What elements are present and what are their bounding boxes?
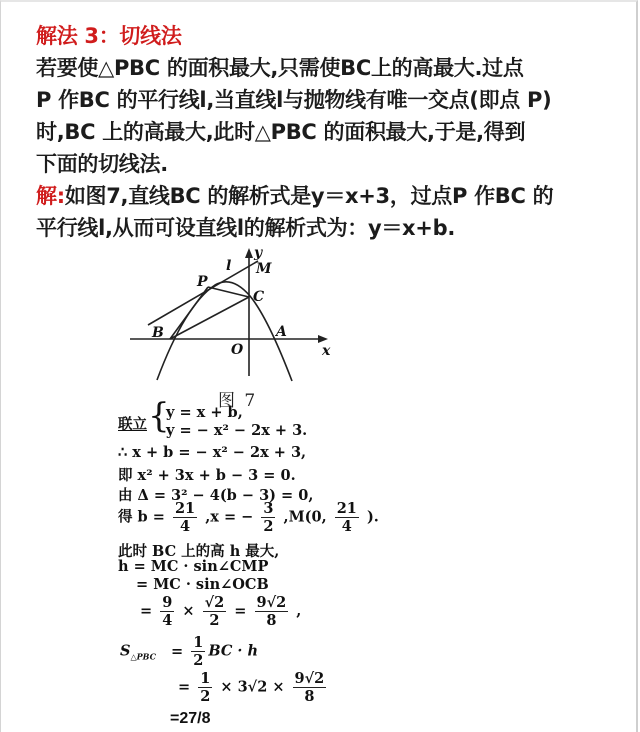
math-line-10	[140, 594, 301, 629]
label-x: x	[322, 343, 331, 359]
label-C: C	[253, 289, 265, 305]
math-line-12	[178, 670, 329, 705]
paragraph-line-3: 时,BC 上的高最大,此时△PBC 的面积最大,于是,得到	[36, 120, 526, 144]
math-line-8: h = MC · sin∠CMP	[118, 558, 269, 575]
left-brace-icon: {	[148, 396, 170, 436]
math-line-9: = MC · sin∠OCB	[136, 576, 269, 593]
parabola	[157, 282, 292, 381]
x-axis-arrow-icon	[318, 335, 328, 343]
times-3sqrt2: × 3√2 ×	[220, 678, 285, 696]
equals-3: =	[171, 642, 184, 660]
segment-pb	[170, 287, 208, 339]
label-O: O	[231, 342, 244, 358]
equals-2: =	[234, 602, 247, 620]
label-M: M	[256, 261, 272, 277]
fraction-9sqrt2-8-b: $\frac{9√2}{8}$	[294, 670, 325, 705]
math-line-6	[118, 500, 379, 535]
bc-times-h: BC · h	[208, 642, 259, 660]
area-subscript: △PBC	[130, 651, 156, 662]
equals: =	[140, 602, 153, 620]
math-line-4: 即 x² + 3x + b − 3 = 0.	[118, 467, 296, 484]
paragraph-line-1: 若要使△PBC 的面积最大,只需使BC上的高最大.过点	[36, 56, 524, 80]
fraction-x: $\frac{3}{2}$	[263, 500, 274, 535]
fraction-sqrt2-2: $\frac{√2}{2}$	[204, 594, 225, 629]
label-l: l	[226, 258, 232, 274]
paragraph-line-2: P 作BC 的平行线l,当直线l与抛物线有唯一交点(即点 P)	[36, 88, 552, 112]
label-y: y	[254, 245, 263, 261]
solution-label: 解:	[36, 184, 65, 208]
times: ×	[182, 602, 195, 620]
fraction-b: $\frac{21}{4}$	[174, 500, 196, 535]
comma: ,	[296, 602, 302, 620]
line6-M: ,M(0,	[283, 508, 327, 526]
solution-text-1: 如图7,直线BC 的解析式是y＝x+3，过点P 作BC 的	[64, 184, 554, 208]
method-heading: 解法 3：切线法	[36, 24, 182, 48]
line6-prefix: 得 b =	[118, 508, 165, 526]
line6-x: ,x = −	[205, 508, 254, 526]
label-B: B	[152, 325, 164, 341]
fraction-half: $\frac{1}{2}$	[193, 634, 204, 669]
label-P: P	[197, 274, 208, 290]
solution-line-2: 平行线l,从而可设直线l的解析式为：y＝x+b.	[36, 216, 456, 240]
fraction-9-4: $\frac{9}{4}$	[162, 594, 173, 629]
fraction-half-2: $\frac{1}{2}$	[200, 670, 211, 705]
math-line-11	[120, 634, 258, 669]
math-line-3: ∴ x + b = − x² − 2x + 3,	[118, 444, 307, 461]
label-A: A	[276, 324, 287, 340]
area-symbol: S	[120, 642, 131, 660]
text-block	[36, 20, 616, 244]
equation-1: y = x + b,	[166, 404, 243, 421]
equals-4: =	[178, 678, 191, 696]
equation-2: y = − x² − 2x + 3.	[166, 422, 308, 439]
math-line-7: 此时 BC 上的高 h 最大,	[118, 543, 280, 560]
math-line-5: 由 Δ = 3² − 4(b − 3) = 0,	[118, 487, 314, 504]
final-result: =27/8	[170, 710, 211, 727]
solution-line-1	[36, 180, 616, 212]
system-prefix: 联立	[118, 416, 147, 433]
fraction-M: $\frac{21}{4}$	[336, 500, 357, 535]
paragraph-line-4: 下面的切线法.	[36, 152, 168, 176]
figure-caption: 图 7	[218, 391, 258, 411]
line6-end: ).	[366, 508, 379, 526]
fraction-9sqrt2-8: $\frac{9√2}{8}$	[256, 594, 287, 629]
y-axis-arrow-icon	[245, 248, 253, 258]
segment-bc	[170, 297, 249, 339]
